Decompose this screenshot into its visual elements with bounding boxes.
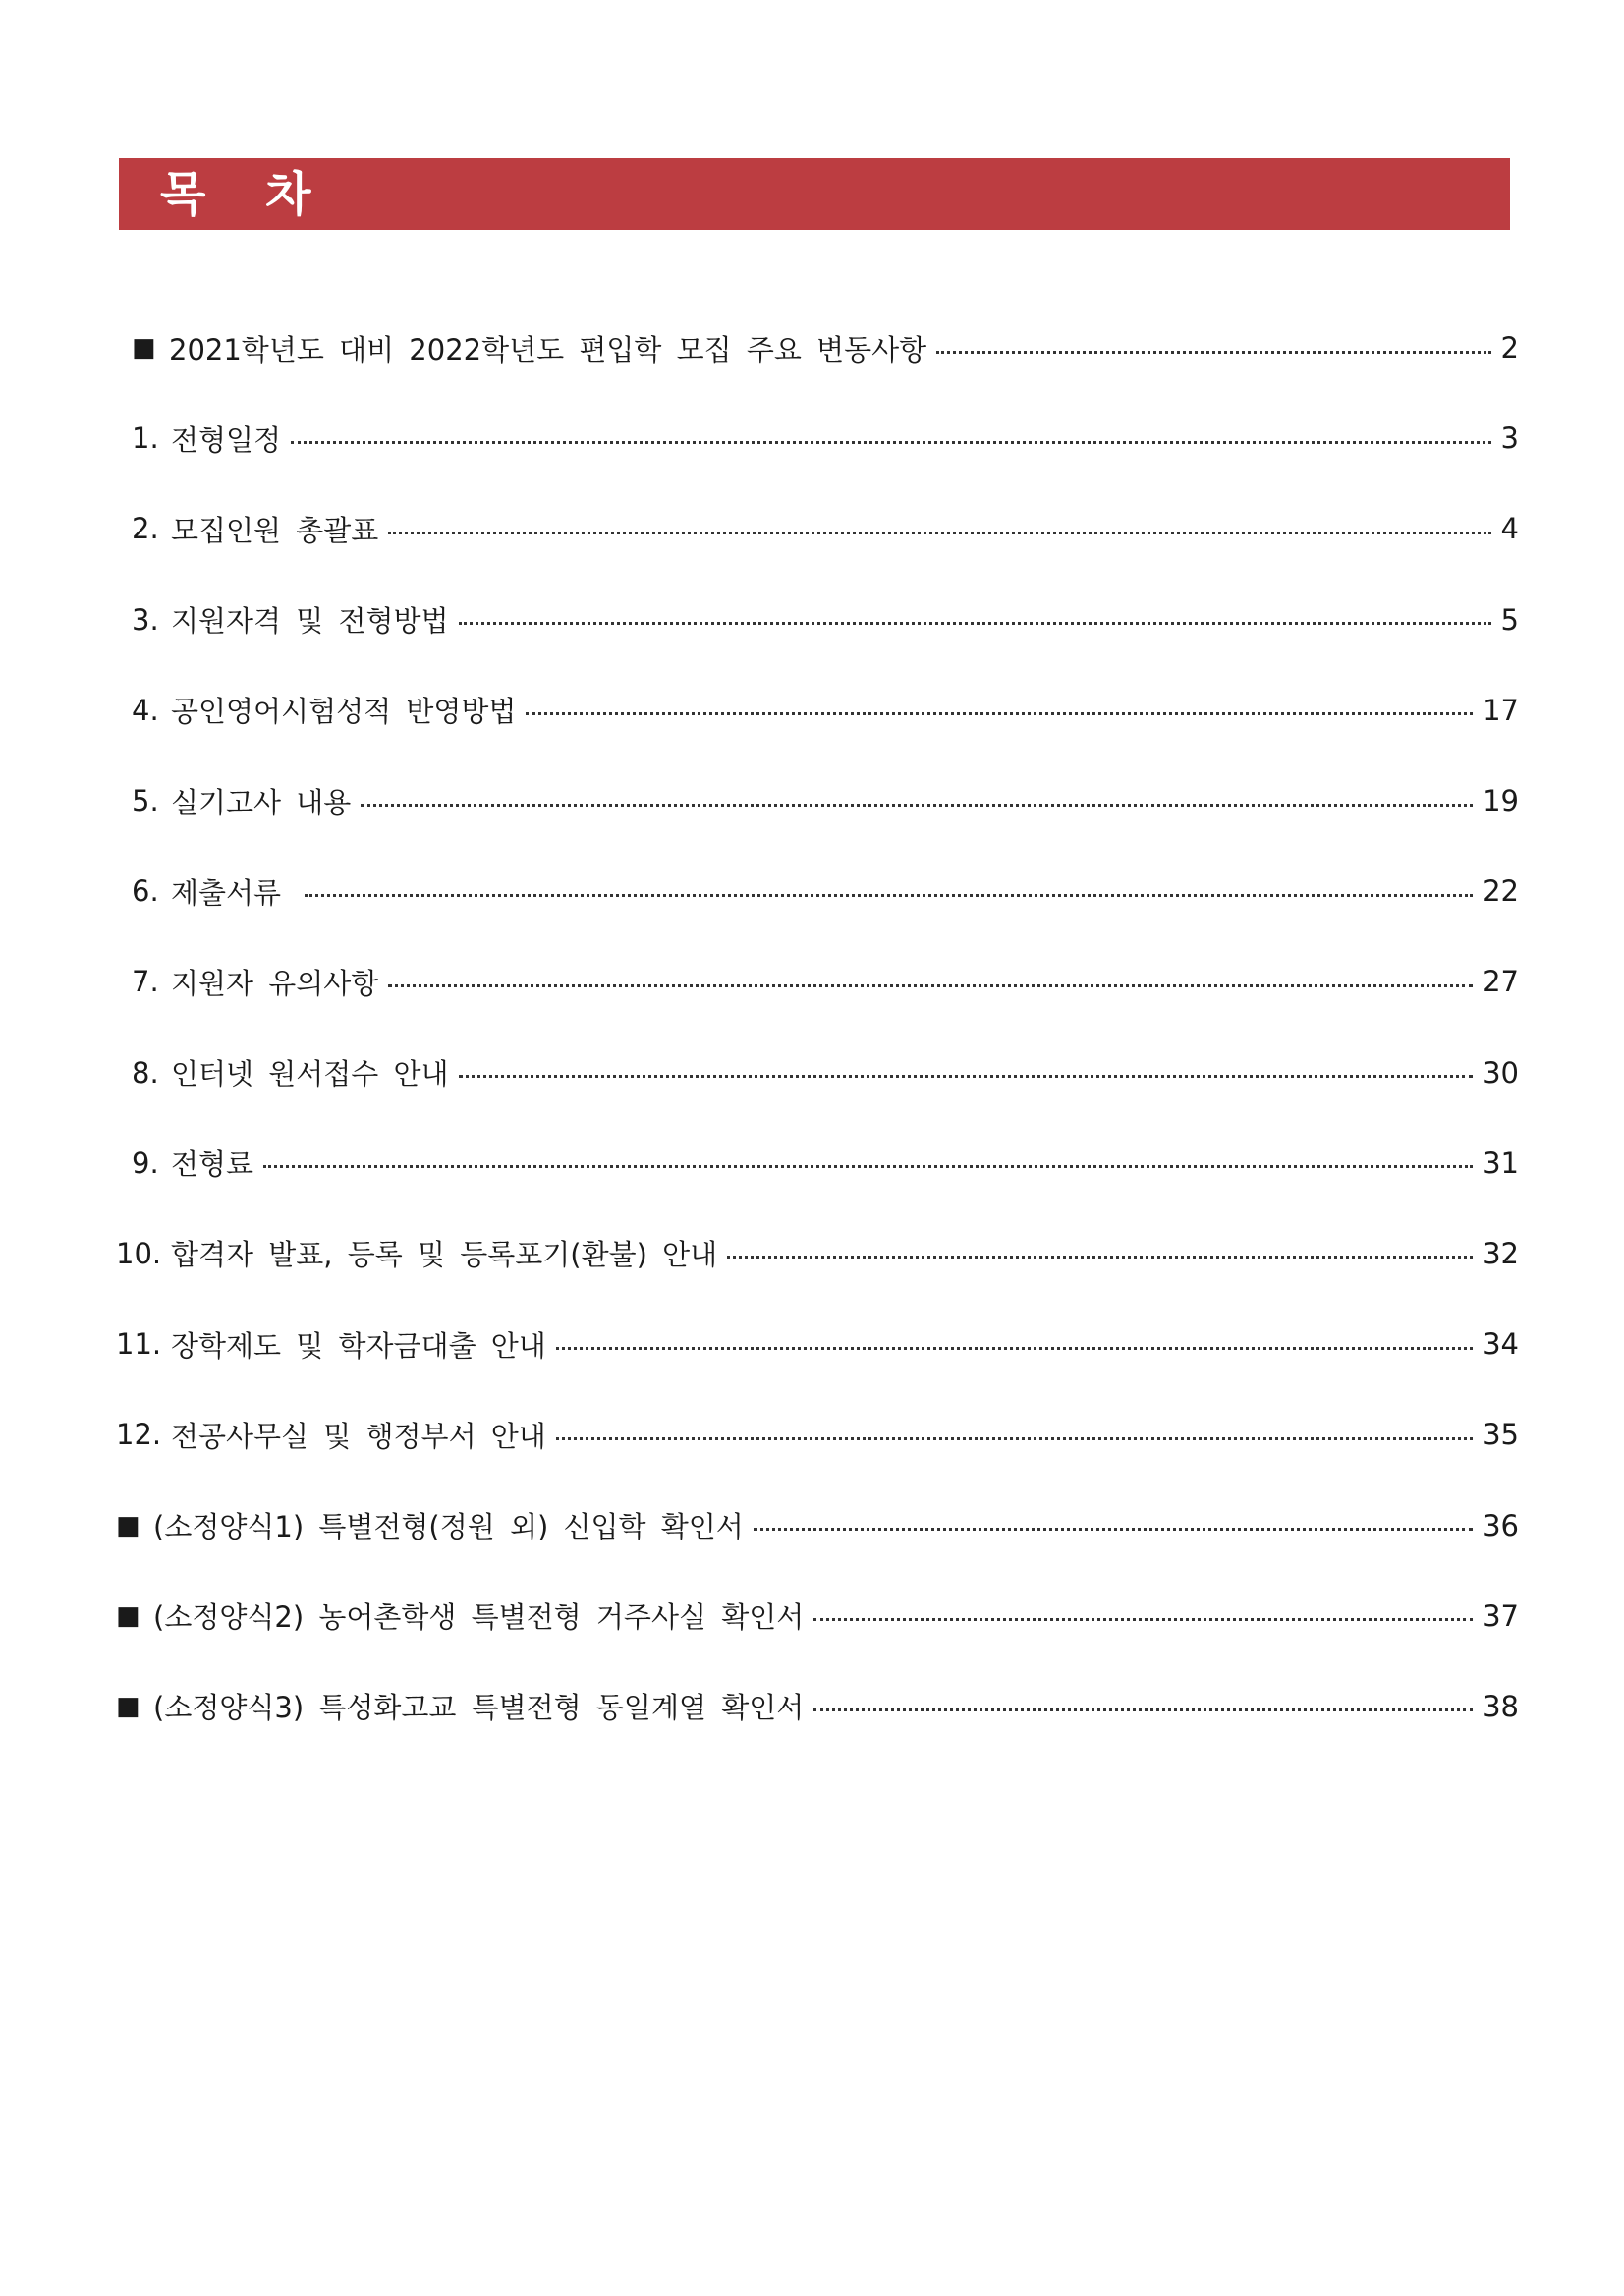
toc-dot-leader xyxy=(361,804,1473,807)
toc-page-number: 36 xyxy=(1483,1508,1519,1542)
toc-entry-title: 2021학년도 대비 2022학년도 편입학 모집 주요 변동사항 xyxy=(169,332,927,366)
toc-bullet: ■ xyxy=(116,1600,140,1631)
toc-dot-leader xyxy=(291,441,1490,444)
toc-number: 6. xyxy=(132,874,159,909)
toc-number: 12. xyxy=(116,1418,162,1452)
toc-bullet: ■ xyxy=(132,333,156,364)
toc-dot-leader xyxy=(813,1708,1473,1711)
toc-entry-11[interactable] xyxy=(116,1299,1519,1389)
toc-page-number: 27 xyxy=(1483,965,1519,999)
toc-number: 9. xyxy=(132,1146,159,1180)
toc-entry-form-2[interactable] xyxy=(116,1571,1519,1661)
toc-entry-changes[interactable] xyxy=(116,303,1519,393)
toc-dot-leader xyxy=(754,1528,1473,1531)
toc-number: 5. xyxy=(132,784,159,818)
page-title: 목 차 xyxy=(160,166,333,222)
toc-entry-title: 실기고사 내용 xyxy=(171,785,352,819)
toc-entry-2[interactable] xyxy=(116,483,1519,574)
toc-page-number: 2 xyxy=(1500,331,1519,365)
toc-entry-8[interactable] xyxy=(116,1028,1519,1118)
toc-entry-title: 전공사무실 및 행정부서 안내 xyxy=(171,1419,546,1453)
toc-entry-form-1[interactable] xyxy=(116,1480,1519,1570)
toc-page-number: 19 xyxy=(1483,784,1519,818)
toc-title-bar xyxy=(119,158,1510,230)
toc-page-number: 30 xyxy=(1483,1055,1519,1090)
toc-page-number: 17 xyxy=(1483,693,1519,727)
toc-entry-title: 합격자 발표, 등록 및 등록포기(환불) 안내 xyxy=(171,1238,718,1272)
toc-number: 7. xyxy=(132,965,159,999)
toc-dot-leader xyxy=(936,351,1490,354)
toc-page-number: 34 xyxy=(1483,1327,1519,1362)
toc-entry-12[interactable] xyxy=(116,1389,1519,1480)
toc-number: 4. xyxy=(132,693,159,727)
toc-entry-9[interactable] xyxy=(116,1118,1519,1208)
toc-page-number: 5 xyxy=(1500,602,1519,637)
toc-dot-leader xyxy=(388,532,1490,534)
toc-dot-leader xyxy=(459,1075,1474,1078)
toc-entry-title: 지원자격 및 전형방법 xyxy=(171,604,449,639)
toc-entry-title: 장학제도 및 학자금대출 안내 xyxy=(171,1328,546,1363)
toc-page-number: 35 xyxy=(1483,1418,1519,1452)
toc-page-number: 4 xyxy=(1500,512,1519,546)
toc-entry-1[interactable] xyxy=(116,393,1519,483)
toc-dot-leader xyxy=(556,1347,1473,1350)
toc-page-number: 32 xyxy=(1483,1236,1519,1270)
toc-page-number: 22 xyxy=(1483,874,1519,909)
toc-entry-title: 모집인원 총괄표 xyxy=(171,513,379,547)
toc-dot-leader xyxy=(556,1437,1473,1440)
toc-entry-7[interactable] xyxy=(116,936,1519,1027)
toc-entry-title: 지원자 유의사항 xyxy=(171,966,379,1000)
toc-bullet: ■ xyxy=(116,1510,140,1540)
toc-dot-leader xyxy=(305,894,1473,897)
toc-entry-title: 전형료 xyxy=(171,1148,254,1182)
toc-dot-leader xyxy=(388,984,1473,987)
toc-entry-title: (소정양식1) 특별전형(정원 외) 신입학 확인서 xyxy=(153,1510,744,1544)
toc-page-number: 37 xyxy=(1483,1598,1519,1633)
toc-entry-title: 인터넷 원서접수 안내 xyxy=(171,1057,449,1092)
toc-dot-leader xyxy=(459,622,1491,625)
toc-entry-title: 전형일정 xyxy=(171,422,282,457)
toc-number: 2. xyxy=(132,512,159,546)
toc-number: 3. xyxy=(132,602,159,637)
toc-bullet: ■ xyxy=(116,1691,140,1721)
toc-number: 8. xyxy=(132,1055,159,1090)
toc-dot-leader xyxy=(813,1618,1473,1621)
toc-page-number: 38 xyxy=(1483,1689,1519,1723)
toc-entry-4[interactable] xyxy=(116,665,1519,756)
toc-entry-form-3[interactable] xyxy=(116,1661,1519,1752)
toc-number: 1. xyxy=(132,421,159,456)
toc-number: 10. xyxy=(116,1236,162,1270)
toc-dot-leader xyxy=(526,712,1473,715)
table-of-contents xyxy=(116,303,1519,1752)
toc-dot-leader xyxy=(263,1165,1473,1168)
toc-entry-6[interactable] xyxy=(116,846,1519,936)
toc-entry-10[interactable] xyxy=(116,1208,1519,1299)
toc-page-number: 3 xyxy=(1500,421,1519,456)
toc-page-number: 31 xyxy=(1483,1146,1519,1180)
toc-dot-leader xyxy=(727,1256,1473,1259)
toc-entry-title: 공인영어시험성적 반영방법 xyxy=(171,695,517,729)
toc-entry-title: (소정양식2) 농어촌학생 특별전형 거주사실 확인서 xyxy=(153,1600,805,1635)
toc-entry-title: 제출서류 xyxy=(171,875,282,910)
toc-entry-5[interactable] xyxy=(116,756,1519,846)
toc-number: 11. xyxy=(116,1327,162,1362)
toc-entry-title: (소정양식3) 특성화고교 특별전형 동일계열 확인서 xyxy=(153,1691,805,1725)
toc-entry-3[interactable] xyxy=(116,575,1519,665)
